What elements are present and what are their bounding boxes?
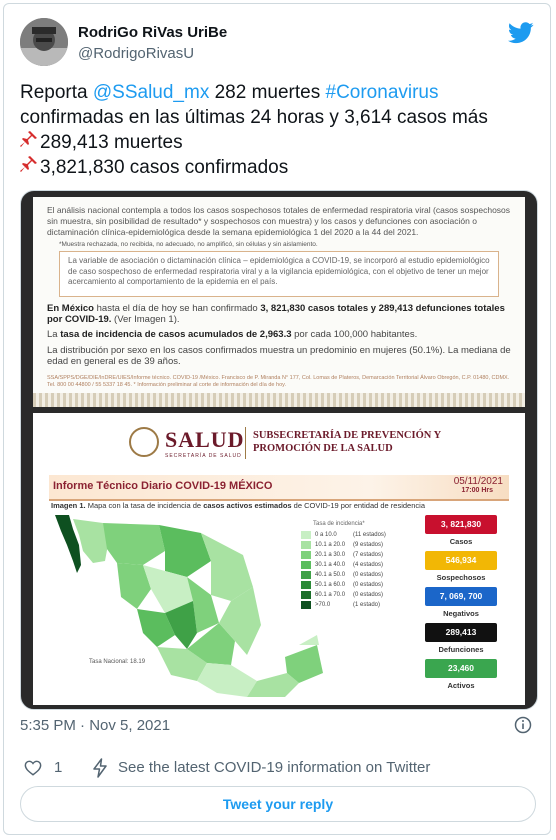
subsecretaria-line-2: PROMOCIÓN DE LA SALUD <box>253 443 393 454</box>
salud-logo <box>129 423 459 467</box>
caption-text: de COVID-19 por entidad de residencia <box>291 501 425 510</box>
covid-info-link[interactable]: See the latest COVID-19 information on Twitter <box>118 759 431 776</box>
stat-value: 289,413 <box>425 623 497 642</box>
doc-text: hasta el día de hoy se han confirmado <box>94 303 261 314</box>
caption-bold: Imagen 1. <box>51 501 86 510</box>
report-time: 17:00 Hrs <box>461 487 493 494</box>
legend-swatch <box>301 531 311 539</box>
pushpin-icon <box>20 130 40 155</box>
display-name[interactable]: RodriGo RiVas UriBe <box>78 24 228 41</box>
legend-row <box>301 600 411 610</box>
lightning-icon <box>92 758 108 778</box>
legend-title: Tasa de incidencia* <box>313 521 365 527</box>
report-image[interactable] <box>33 413 525 705</box>
legend-row <box>301 530 411 540</box>
legend-swatch <box>301 581 311 589</box>
legend-row <box>301 590 411 600</box>
report-banner <box>49 475 509 501</box>
tweet-text <box>20 80 530 180</box>
tweet-line-2: confirmadas en las últimas 24 horas y 3,614 casos más <box>20 107 488 128</box>
user-handle[interactable]: @RodrigoRivasU <box>78 45 195 62</box>
stat-label: Sospechosos <box>436 573 486 582</box>
legend-count: (0 estados) <box>353 582 384 588</box>
stat-value: 546,934 <box>425 551 497 570</box>
doc-paragraph-analysis: El análisis nacional contempla a todos los casos sospechosos totales de enfermedad respiratoria viral (casos sospechosos sin muestra, sin posibilidad de resultado* y sospechosos con muestra) y los casos y defunciones con asociación o dictaminación clínica-epidemiológica desde la semana epidemiológica 1 del 2020 a la 44 del 2021. <box>47 205 511 237</box>
tweet-reply-button[interactable]: Tweet your reply <box>20 786 536 822</box>
tweet-text-span: Reporta <box>20 82 93 103</box>
doc-note: *Muestra rechazada, no recibida, no adecuado, no amplificó, sin células y sin aislamiento. <box>59 241 318 248</box>
doc-paragraph-mexico <box>47 303 511 325</box>
mexico-map <box>47 505 327 701</box>
stat-value: 7, 069, 700 <box>425 587 497 606</box>
doc-decorative-stripe <box>33 393 525 407</box>
hashtag-link[interactable]: #Coronavirus <box>325 82 439 103</box>
document-image[interactable] <box>33 197 525 407</box>
cases-count-text: 3,821,830 casos confirmados <box>40 157 289 178</box>
legend-swatch <box>301 561 311 569</box>
legend-row <box>301 550 411 560</box>
tweet-timestamp[interactable]: 5:35 PM · Nov 5, 2021 <box>20 717 171 734</box>
doc-text: La <box>47 329 61 340</box>
stat-label: Defunciones <box>438 645 484 654</box>
legend-range: 10.1 a 20.0 <box>315 542 346 548</box>
avatar-image <box>20 18 68 66</box>
subsecretaria-title <box>253 429 441 455</box>
stat-value: 3, 821,830 <box>425 515 497 534</box>
legend-range: 20.1 a 30.0 <box>315 552 346 558</box>
stat-label: Activos <box>447 681 475 690</box>
legend-swatch <box>301 571 311 579</box>
tweet-actions <box>20 758 534 780</box>
doc-boxed-note: La variable de asociación o dictaminación clínica – epidemiológica a COVID-19, se incorporó al estudio epidemiológico de caso sospechoso de enfermedad respiratoria viral y a la vigilancia epidemiológica, con el objetivo de tener un mejor acercamiento al comportamiento de la epidemia en el país. <box>59 251 499 297</box>
stat-label: Casos <box>449 537 473 546</box>
avatar[interactable] <box>20 18 68 66</box>
legend-swatch <box>301 551 311 559</box>
salud-wordmark: SALUD <box>165 427 245 452</box>
like-icon[interactable] <box>24 759 42 777</box>
like-count[interactable]: 1 <box>54 759 63 776</box>
doc-text: por cada 100,000 habitantes. <box>291 329 418 340</box>
salud-subtitle: SECRETARÍA DE SALUD <box>165 453 242 459</box>
eagle-seal-icon <box>129 427 159 457</box>
report-date: 05/11/2021 <box>453 476 503 487</box>
tweet-line-3 <box>20 130 530 155</box>
map-legend <box>301 521 411 610</box>
legend-count: (4 estados) <box>353 562 384 568</box>
tweet-line-4 <box>20 155 530 180</box>
subsecretaria-line-1: SUBSECRETARÍA DE PREVENCIÓN Y <box>253 430 442 441</box>
legend-range: 50.1 a 60.0 <box>315 582 346 588</box>
info-icon[interactable] <box>514 716 532 734</box>
doc-bold-text: 3, 821,830 casos totales y 289,413 defunciones totales por COVID-19. <box>47 303 505 325</box>
stat-value: 23,460 <box>425 659 497 678</box>
caption-text: Mapa con la tasa de incidencia de <box>85 501 204 510</box>
doc-text: (Ver Imagen 1). <box>111 314 180 325</box>
doc-bold-text: En México <box>47 303 94 314</box>
legend-count: (0 estados) <box>353 572 384 578</box>
tweet-line-1 <box>20 80 530 105</box>
legend-row <box>301 580 411 590</box>
legend-range: >70.0 <box>315 602 331 608</box>
stat-label: Negativos <box>443 609 479 618</box>
stats-panel <box>425 515 497 695</box>
legend-swatch <box>301 591 311 599</box>
tweet-card <box>3 3 551 835</box>
legend-range: 40.1 a 50.0 <box>315 572 346 578</box>
legend-range: 60.1 a 70.0 <box>315 592 346 598</box>
legend-count: (1 estado) <box>353 602 381 608</box>
stat-negativos <box>425 587 497 623</box>
legend-range: 0 a 10.0 <box>315 532 337 538</box>
legend-row <box>301 570 411 580</box>
stat-sospechosos <box>425 551 497 587</box>
legend-swatch <box>301 601 311 609</box>
legend-swatch <box>301 541 311 549</box>
caption-bold: casos activos estimados <box>203 501 292 510</box>
tweet-media[interactable] <box>20 190 538 710</box>
stat-defunciones <box>425 623 497 659</box>
legend-row <box>301 540 411 550</box>
legend-count: (11 estados) <box>353 532 386 538</box>
legend-range: 30.1 a 40.0 <box>315 562 346 568</box>
doc-paragraph-sexo: La distribución por sexo en los casos confirmados muestra un predominio en mujeres (50.1%). La mediana de edad en general es de 39 años. <box>47 345 511 367</box>
twitter-bird-icon[interactable] <box>508 22 534 44</box>
doc-footer: SSA/SPPS/DGE/DIE/InDRE/UIES/Informe técnico. COVID-19 /México. Francisco de P. Miranda N° 177, Col. Lomas de Plateros, Demarcación Territorial Álvaro Obregón, C.P. 01480, CDMX. Tel. 800 00 44800 / 55 5337 18 45. * Información preliminar al corte de información del día de hoy. <box>47 375 510 388</box>
logo-divider <box>245 427 246 459</box>
doc-bold-text: tasa de incidencia de casos acumulados de 2,963.3 <box>60 329 292 340</box>
pushpin-icon <box>20 155 40 180</box>
stat-activos <box>425 659 497 695</box>
legend-count: (9 estados) <box>353 542 384 548</box>
tweet-text-span: 282 muertes <box>209 82 326 103</box>
mention-link[interactable]: @SSalud_mx <box>92 82 210 103</box>
doc-paragraph-tasa <box>47 329 511 340</box>
report-title: Informe Técnico Diario COVID-19 MÉXICO <box>53 480 273 492</box>
deaths-count-text: 289,413 muertes <box>40 132 183 153</box>
tweet-header <box>20 18 534 70</box>
legend-row <box>301 560 411 570</box>
stat-casos <box>425 515 497 551</box>
legend-count: (0 estados) <box>353 592 384 598</box>
legend-count: (7 estados) <box>353 552 384 558</box>
tasa-nacional: Tasa Nacional: 18.19 <box>89 659 146 665</box>
